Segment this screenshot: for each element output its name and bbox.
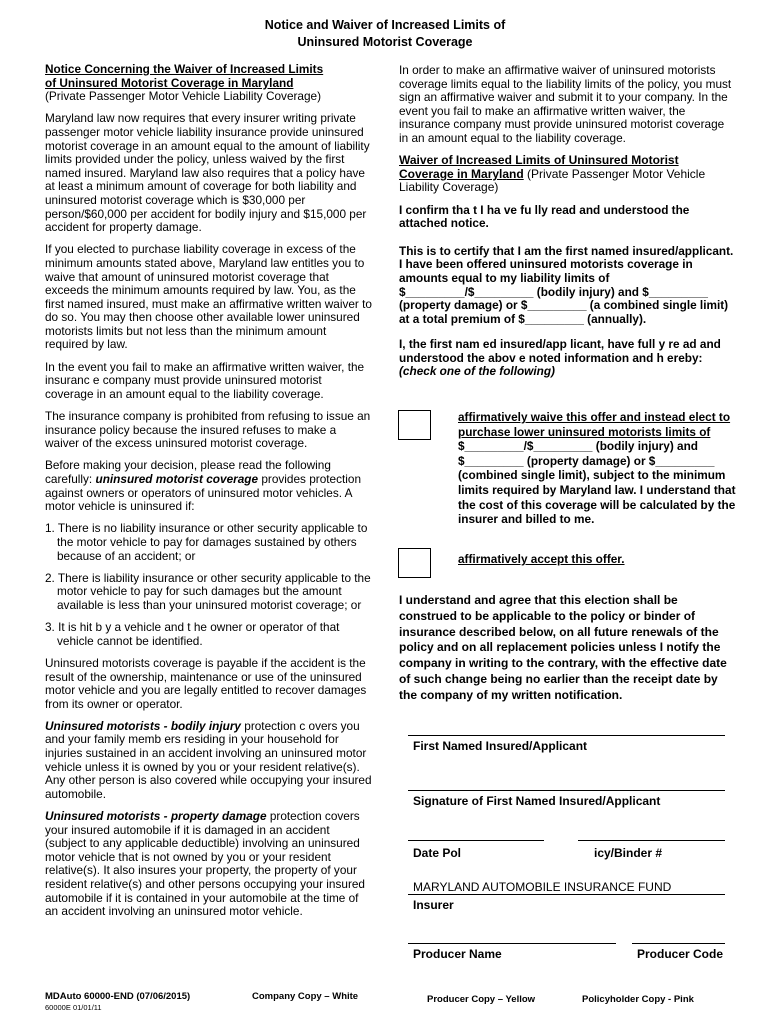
notice-p5-text-a: Before making your decision, please read the following carefully: [45, 458, 331, 486]
notice-heading [45, 63, 372, 104]
waiver-title [399, 154, 734, 195]
form-id-secondary: 60000E 01/01/11 [45, 1003, 102, 1012]
notice-p5-emphasis: uninsured motorist coverage [95, 472, 259, 486]
bodily-injury-text: protection c overs you and your family memb ers residing in your household for injuries sustained in an accident involving an uninsured motor vehicle unless it is owned by you or your resident relative(s). Any other person is also covered while occupying your insured automobile. [45, 718, 372, 801]
waiver-title-line-1: Waiver of Increased Limits of Uninsured Motorist [399, 153, 679, 168]
signature-label: Signature of First Named Insured/Applicant [413, 794, 661, 808]
agreement-statement: I understand and agree that this election shall be construed to be applicable to the policy or binder of insurance described below, on all future renewals of the policy and on all replacement policies unless I notify the company in writing to the contrary, with the effective date of such change being no earlier than the receipt date by the company of my written notification. [399, 593, 727, 702]
producer-code-label: Producer Code [637, 947, 724, 961]
notice-heading-line-3: (Private Passenger Motor Vehicle Liability Coverage) [45, 89, 322, 104]
notice-p5-text-c: provides protection against owners or operators of uninsured motor vehicles. A motor vehicle is uninsured if: [45, 472, 362, 514]
date-line[interactable] [408, 840, 544, 841]
title-line-2: Uninsured Motorist Coverage [297, 35, 473, 49]
waiver-column [399, 64, 734, 388]
notice-heading-line-1: Notice Concerning the Waiver of Increased Limits [45, 62, 324, 76]
signature-line[interactable] [408, 790, 725, 791]
notice-item-2: 2. There is liability insurance or other security applicable to the motor vehicle to pay for such damages but the amount available is less than your uninsured motorist coverage; or [45, 570, 371, 612]
producer-name-line[interactable] [408, 943, 616, 944]
check-instruction-text: I, the first nam ed insured/app licant, have full y re ad and understood the abov e noted information and h ereby: [399, 337, 721, 365]
producer-copy: Producer Copy – Yellow [427, 994, 536, 1005]
notice-paragraph-6: Uninsured motorists coverage is payable if the accident is the result of the ownership, maintenance or use of the uninsured motor vehicle and you are legally entitled to recover damages from its owner or operator. [45, 655, 367, 711]
policyholder-copy: Policyholder Copy - Pink [582, 994, 694, 1005]
notice-paragraph-7 [45, 720, 372, 802]
notice-paragraph-5 [45, 459, 372, 513]
first-named-line[interactable] [408, 735, 725, 736]
waiver-intro: In order to make an affirmative waiver of uninsured motorists coverage limits equal to the liability limits of the policy, you must sign an affirmative waiver and submit it to your company. In the event you fail to make an affirmative written waiver, the insurance company must provide uninsured motorist coverage in an amount equal to the liability coverage. [399, 63, 732, 145]
check-one-text: (check one of the following) [399, 364, 555, 379]
waive-offer-option [458, 410, 738, 527]
insurer-name: MARYLAND AUTOMOBILE INSURANCE FUND [413, 880, 672, 894]
notice-paragraph-8 [45, 810, 372, 919]
notice-paragraph-1: Maryland law now requires that every insurer writing private passenger motor vehicle liability insurance provide uninsured motorist coverage in an amount equal to the amount of liability limits provided under the policy, unless waived by the first named insured. Maryland law also requires that a policy have at least a minimum amount of coverage for both liability and uninsured motorist coverage which is $30,000 per person/$60,000 per accident for bodily injury and $15,000 per accident for property damage. [45, 111, 370, 235]
first-named-label: First Named Insured/Applicant [413, 739, 588, 753]
notice-heading-line-2: of Uninsured Motorist Coverage in Maryland [45, 75, 294, 90]
insurer-line [408, 894, 725, 895]
notice-paragraph-3: In the event you fail to make an affirmative written waiver, the insuranc e company must provide uninsured motorist coverage in an amount equal to the liability coverage. [45, 359, 365, 401]
insurer-label: Insurer [413, 898, 454, 912]
policy-binder-line[interactable] [578, 840, 725, 841]
confirm-statement: I confirm tha t I ha ve fu lly read and understood the attached notice. [399, 202, 690, 231]
accept-offer-option: affirmatively accept this offer. [458, 552, 625, 566]
waiver-title-line-2: Coverage in Maryland [399, 166, 524, 181]
bodily-injury-heading: Uninsured motorists - bodily injury [45, 718, 241, 733]
notice-paragraph-2: If you elected to purchase liability coverage in excess of the minimum amounts stated above, Maryland law entitles you to waive that amount of uninsured motorist coverage that exceeds the minimum amounts required by law. You, as the first named insured, must make an affirmative written waiver to do so. You may then choose other available lower uninsured motorists limits but not less than the minimum amount required by law. [45, 242, 372, 352]
waiver-title-line-3: (Private Passenger Motor Vehicle Liability Coverage) [399, 166, 706, 195]
certify-statement: This is to certify that I am the first named insured/applicant. I have been offered uninsured motorists coverage in amounts equal to my liability limits of $_________/$_________ (bodily injury) and $_________ (property damage) or $_________ (a combined single limit) at a total premium of $_________ (annually). [399, 243, 734, 326]
property-damage-heading: Uninsured motorists - property damage [45, 809, 267, 824]
waive-offer-checkbox[interactable] [398, 410, 431, 440]
policy-binder-label: icy/Binder # [594, 846, 663, 860]
date-label: Date Pol [413, 846, 462, 860]
producer-name-label: Producer Name [413, 947, 502, 961]
form-id: MDAuto 60000-END (07/06/2015) [45, 991, 191, 1002]
company-copy: Company Copy – White [252, 991, 359, 1002]
notice-item-3: 3. It is hit b y a vehicle and t he owner or operator of that vehicle cannot be identified. [45, 620, 340, 648]
check-instruction [399, 338, 734, 379]
notice-paragraph-4: The insurance company is prohibited from refusing to issue an insurance policy because the insured refuses to make a waiver of the excess uninsured motorist coverage. [45, 409, 371, 451]
producer-code-line[interactable] [632, 943, 725, 944]
document-title [0, 17, 770, 51]
notice-column [45, 63, 372, 927]
accept-offer-checkbox[interactable] [398, 548, 431, 578]
waive-offer-details: $_________/$_________ (bodily injury) and $_________ (property damage) or $_________ (combined single limit), subject to the minimum limits required by Maryland law. I understand that the cost of this coverage will be calculated by the insurer and billed to me. [458, 439, 736, 527]
title-line-1: Notice and Waiver of Increased Limits of [264, 18, 506, 32]
waive-offer-underlined: affirmatively waive this offer and instead elect to purchase lower uninsured motorists limits of [458, 410, 731, 439]
notice-item-1: 1. There is no liability insurance or other security applicable to the motor vehicle to pay for damages sustained by others because of an accident; or [45, 521, 368, 563]
property-damage-text: protection covers your insured automobile if it is damaged in an accident (subject to any applicable deductible) involving an uninsured motor vehicle that is not owned by you or your resident relative(s). It also insures your property, the property of your resident relative(s) and other persons occupying your insured automobile if it is contained in your automobile at the time of an accident involving an uninsured motor vehicle. [45, 809, 365, 919]
